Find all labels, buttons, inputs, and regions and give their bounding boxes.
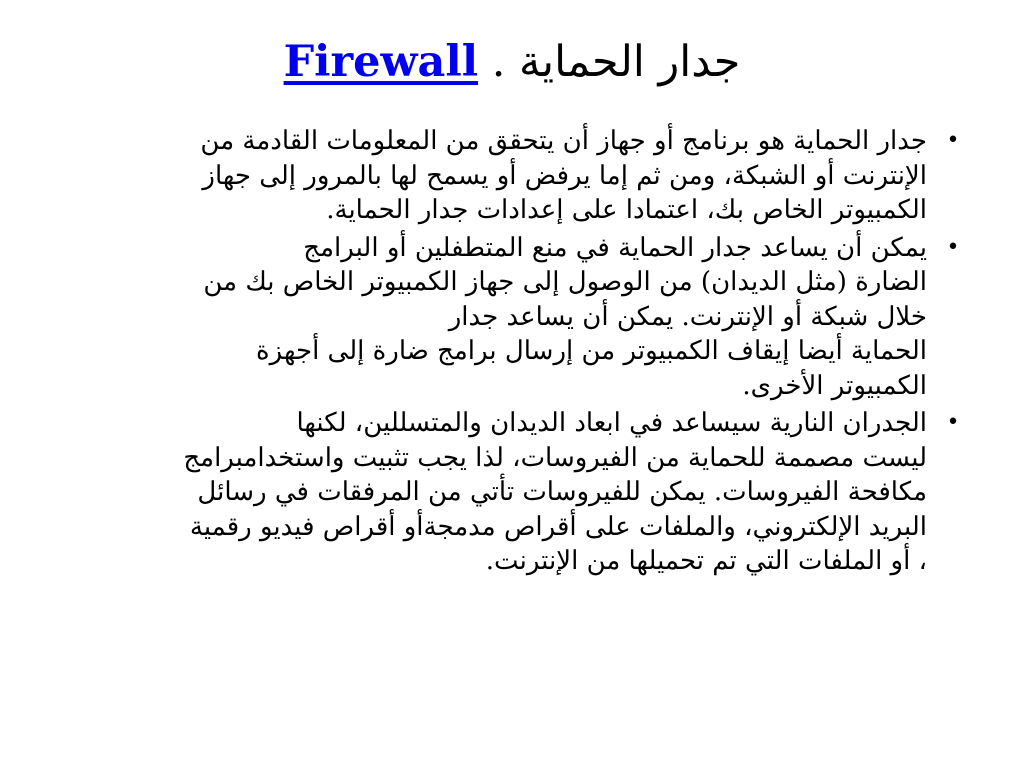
bullet-line: البريد الإلكتروني، والملفات على أقراص مدمجةأو أقراص فيديو رقمية <box>189 511 927 542</box>
title-text: جدار الحماية . <box>491 37 741 87</box>
bullet-line: الجدران النارية سيساعد في ابعاد الديدان والمتسللين، لكنها <box>296 408 927 438</box>
bullet-line: خلال شبكة أو الإنترنت. يمكن أن يساعد جدار <box>448 301 927 332</box>
bullet-icon: • <box>946 410 960 435</box>
bullet-line: ، أو الملفات التي تم تحميلها من الإنترنت. <box>485 546 927 576</box>
bullet-item <box>72 231 967 404</box>
bullet-line: الحماية أيضا إيقاف الكمبيوتر من إرسال برامج ضارة إلى أجهزة <box>256 336 927 366</box>
bullet-line: جدار الحماية هو برنامج أو جهاز أن يتحقق من المعلومات القادمة من <box>200 126 927 156</box>
bullet-item <box>72 124 967 228</box>
firewall-link[interactable]: Firewall <box>283 37 479 87</box>
bullet-list <box>72 124 967 579</box>
bullet-line: مكافحة الفيروسات. يمكن للفيروسات تأتي من المرفقات في رسائل <box>197 477 927 507</box>
slide-content <box>72 124 967 582</box>
bullet-line: ليست مصممة للحماية من الفيروسات، لذا يجب تثبيت واستخدامبرامج <box>183 442 927 473</box>
bullet-line: الإنترنت أو الشبكة، ومن ثم إما يرفض أو يسمح لها بالمرور إلى جهاز <box>202 160 927 191</box>
bullet-icon: • <box>946 234 960 260</box>
bullet-item <box>72 406 967 579</box>
slide-title <box>0 26 1024 98</box>
bullet-line: الكمبيوتر الأخرى. <box>742 370 927 401</box>
bullet-line: يمكن أن يساعد جدار الحماية في منع المتطفلين أو البرامج <box>303 232 927 263</box>
bullet-icon: • <box>946 128 960 153</box>
bullet-line: الضارة (مثل الديدان) من الوصول إلى جهاز الكمبيوتر الخاص بك من <box>203 267 927 297</box>
bullet-line: الكمبيوتر الخاص بك، اعتمادا على إعدادات جدار الحماية. <box>326 195 927 225</box>
